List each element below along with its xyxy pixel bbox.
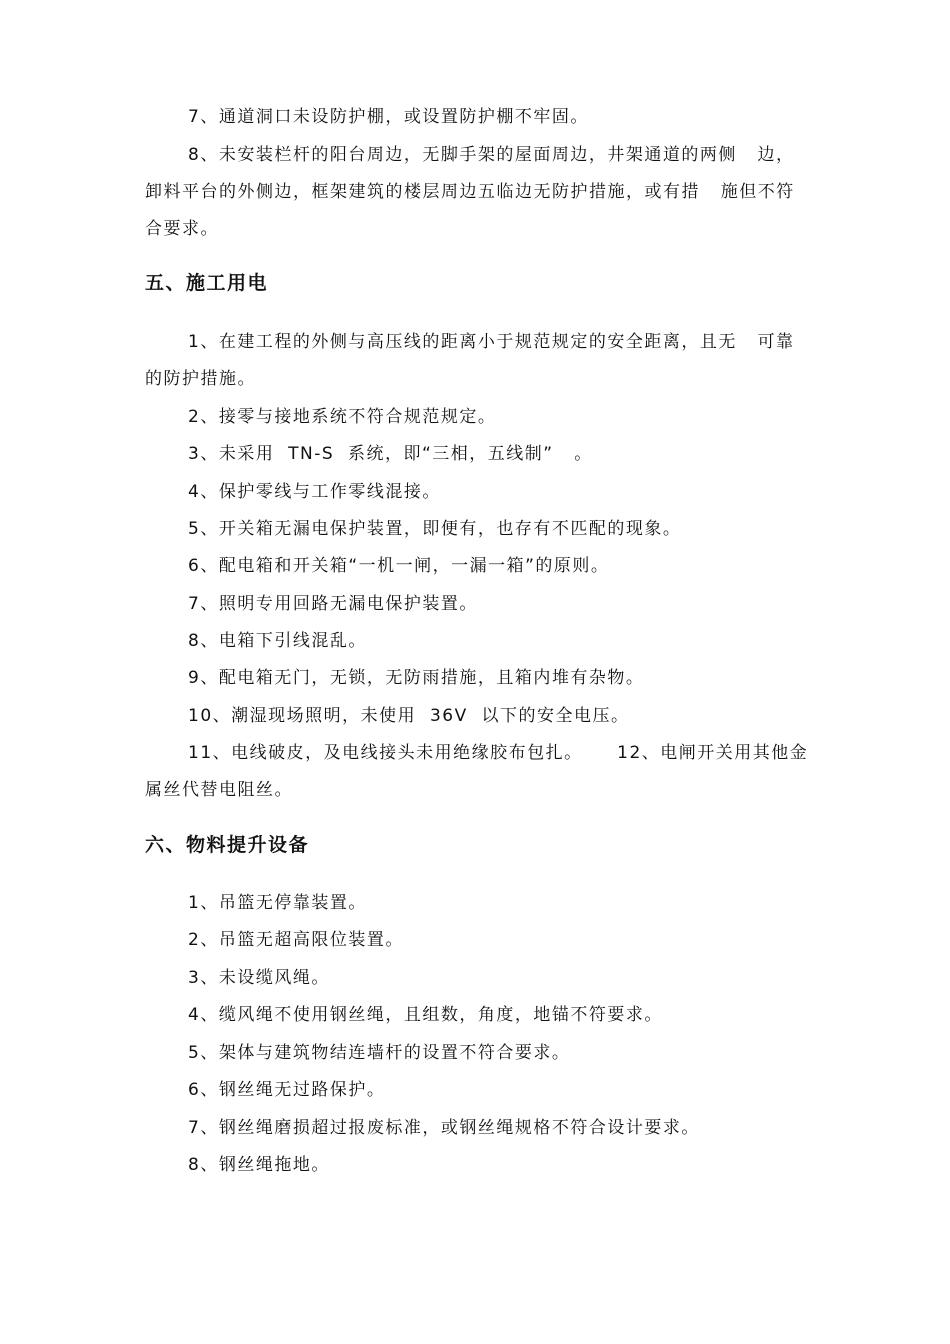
section5-item-1: 1、在建工程的外侧与高压线的距离小于规范规定的安全距离，且无 可靠的防护措施。	[145, 332, 795, 389]
section5-item-2: 2、接零与接地系统不符合规范规定。	[188, 407, 497, 427]
section5-item-11-12: 11、电线破皮，及电线接头未用绝缘胶布包扎。 12、电闸开关用其他金属丝代替电阻丝。	[145, 743, 809, 800]
section5-heading: 五、施工用电	[145, 272, 269, 294]
section6-item-1: 1、吊篮无停靠装置。	[188, 893, 367, 913]
section6-item-4: 4、缆风绳不使用钢丝绳，且组数，角度，地锚不符要求。	[188, 1005, 663, 1025]
section6-item-8: 8、钢丝绳拖地。	[188, 1155, 330, 1175]
section5-item-3: 3、未采用 TN-S 系统，即“三相，五线制” 。	[188, 444, 593, 464]
section4-item-8: 8、未安装栏杆的阳台周边，无脚手架的屋面周边，井架通道的两侧 边，卸料平台的外侧边，框架建筑的楼层周边五临边无防护措施，或有措 施但不符合要求。	[145, 145, 795, 239]
section5-item-5: 5、开关箱无漏电保护装置，即便有，也存有不匹配的现象。	[188, 519, 682, 539]
section6-heading: 六、物料提升设备	[145, 834, 310, 856]
section4-item-7: 7、通道洞口未设防护棚，或设置防护棚不牢固。	[188, 107, 589, 127]
section6-item-2: 2、吊篮无超高限位装置。	[188, 930, 404, 950]
section6-item-3: 3、未设缆风绳。	[188, 968, 330, 988]
section6-item-6: 6、钢丝绳无过路保护。	[188, 1080, 386, 1100]
section5-item-9: 9、配电箱无门，无锁，无防雨措施，且箱内堆有杂物。	[188, 668, 645, 688]
section5-item-6: 6、配电箱和开关箱“一机一闸，一漏一箱”的原则。	[188, 556, 610, 576]
section5-item-8: 8、电箱下引线混乱。	[188, 631, 367, 651]
section5-item-10: 10、潮湿现场照明，未使用 36V 以下的安全电压。	[188, 706, 630, 726]
section6-item-5: 5、架体与建筑物结连墙杆的设置不符合要求。	[188, 1043, 571, 1063]
section5-item-7: 7、照明专用回路无漏电保护装置。	[188, 594, 478, 614]
section5-item-4: 4、保护零线与工作零线混接。	[188, 482, 441, 502]
section6-item-7: 7、钢丝绳磨损超过报废标准，或钢丝绳规格不符合设计要求。	[188, 1118, 700, 1138]
